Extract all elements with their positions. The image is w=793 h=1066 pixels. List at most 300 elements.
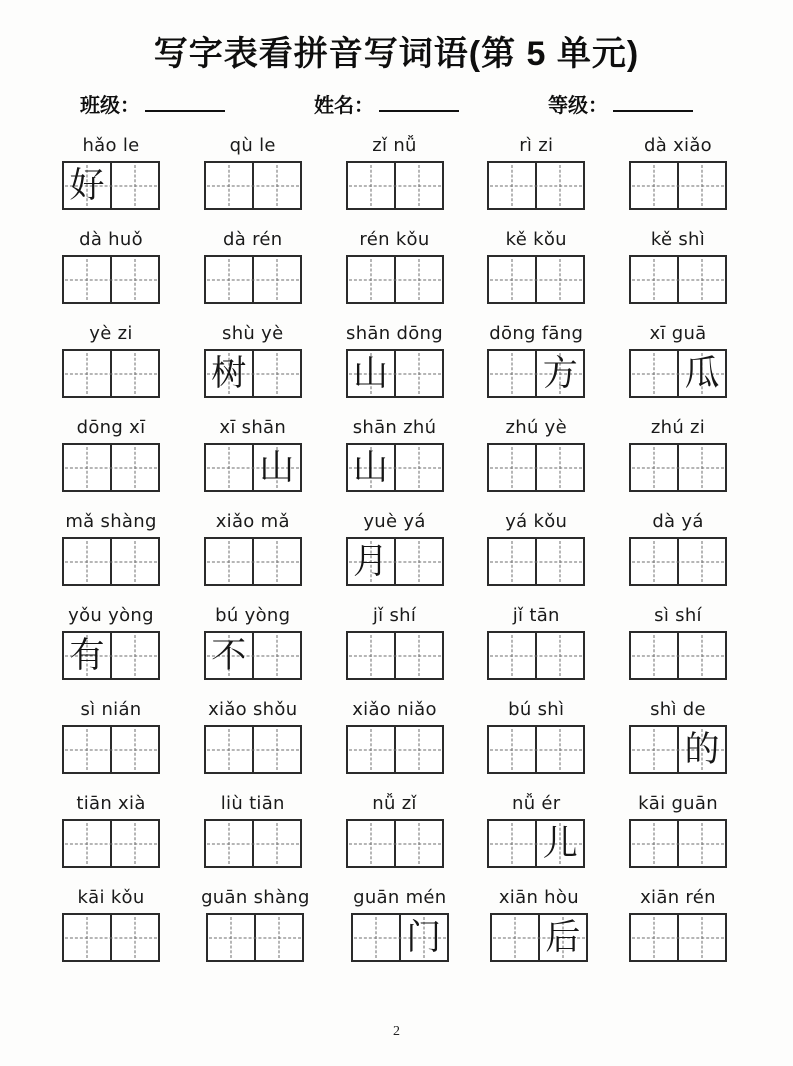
class-field-blank	[145, 91, 225, 112]
prefilled-character	[353, 915, 399, 960]
prefilled-character	[206, 163, 252, 208]
writing-cell-left	[631, 633, 677, 678]
writing-cell-right	[252, 633, 300, 678]
pinyin-label: zhú zi	[650, 417, 706, 438]
writing-cell-left	[348, 633, 394, 678]
page-title: 写字表看拼音写词语(第 5 单元)	[153, 35, 640, 73]
prefilled-character	[489, 539, 535, 584]
writing-cell-right	[394, 257, 442, 302]
writing-cell-right	[677, 539, 725, 584]
worksheet-row	[62, 792, 727, 868]
word-item	[346, 792, 444, 868]
prefilled-character	[489, 445, 535, 490]
pinyin-label: rén kǒu	[359, 229, 430, 250]
writing-box	[629, 349, 727, 398]
writing-cell-left	[489, 821, 535, 866]
writing-cell-right	[110, 351, 158, 396]
word-item	[629, 886, 727, 962]
writing-box	[629, 161, 727, 210]
prefilled-character	[489, 821, 535, 866]
prefilled-character	[112, 821, 158, 866]
word-item	[346, 134, 444, 210]
prefilled-character	[631, 727, 677, 772]
writing-box	[204, 631, 302, 680]
writing-cell-left	[208, 915, 254, 960]
writing-cell-right	[399, 915, 447, 960]
pinyin-label: kě shì	[650, 229, 706, 250]
worksheet-row	[62, 416, 727, 492]
writing-cell-right	[677, 915, 725, 960]
writing-cell-right	[254, 915, 302, 960]
prefilled-character	[254, 633, 300, 678]
word-item	[62, 322, 160, 398]
writing-cell-right	[394, 445, 442, 490]
writing-box	[487, 349, 585, 398]
pinyin-label: shān zhú	[352, 417, 437, 438]
writing-cell-left	[348, 539, 394, 584]
writing-box	[487, 537, 585, 586]
writing-cell-right	[677, 727, 725, 772]
word-item	[62, 886, 160, 962]
prefilled-character	[631, 539, 677, 584]
prefilled-character	[537, 633, 583, 678]
word-item	[490, 886, 588, 962]
writing-cell-left	[206, 633, 252, 678]
writing-box	[62, 537, 160, 586]
writing-box	[346, 349, 444, 398]
word-item	[204, 416, 302, 492]
name-field-blank	[379, 91, 459, 112]
writing-cell-left	[64, 727, 110, 772]
writing-cell-left	[489, 727, 535, 772]
pinyin-label: dà huǒ	[79, 229, 143, 250]
worksheet-row	[62, 886, 727, 962]
pinyin-label: sì nián	[80, 699, 142, 720]
word-item	[346, 510, 444, 586]
writing-box	[629, 537, 727, 586]
writing-cell-right	[535, 257, 583, 302]
pinyin-label: xī shān	[219, 417, 287, 438]
pinyin-label: yuè yá	[363, 511, 426, 532]
writing-cell-left	[206, 727, 252, 772]
pinyin-label: shì de	[650, 699, 706, 720]
pinyin-label: tiān xià	[76, 793, 146, 814]
writing-cell-right	[535, 821, 583, 866]
prefilled-character	[64, 351, 110, 396]
prefilled-character: 儿	[542, 824, 578, 863]
word-item	[204, 604, 302, 680]
pinyin-label: jǐ tān	[512, 605, 560, 626]
writing-box	[204, 819, 302, 868]
writing-cell-right	[677, 633, 725, 678]
writing-box	[487, 819, 585, 868]
word-item	[629, 134, 727, 210]
writing-box	[629, 631, 727, 680]
writing-box	[487, 631, 585, 680]
word-item	[629, 698, 727, 774]
writing-box	[204, 255, 302, 304]
writing-cell-left	[631, 727, 677, 772]
word-item	[487, 416, 585, 492]
prefilled-character: 的	[684, 730, 720, 769]
pinyin-label: kāi guān	[638, 793, 718, 814]
prefilled-character	[489, 257, 535, 302]
pinyin-label: shān dōng	[346, 323, 443, 344]
prefilled-character	[64, 539, 110, 584]
writing-cell-right	[252, 257, 300, 302]
prefilled-character	[206, 821, 252, 866]
writing-cell-left	[492, 915, 538, 960]
prefilled-character	[396, 163, 442, 208]
writing-box	[206, 913, 304, 962]
writing-cell-left	[348, 821, 394, 866]
word-item	[629, 792, 727, 868]
writing-cell-right	[252, 727, 300, 772]
word-item	[62, 698, 160, 774]
writing-cell-left	[348, 351, 394, 396]
prefilled-character	[254, 163, 300, 208]
writing-cell-right	[110, 539, 158, 584]
prefilled-character	[254, 821, 300, 866]
pinyin-label: yǒu yòng	[68, 605, 154, 626]
worksheet-row	[62, 322, 727, 398]
writing-cell-left	[489, 257, 535, 302]
writing-box	[346, 255, 444, 304]
writing-box	[487, 161, 585, 210]
writing-cell-right	[110, 821, 158, 866]
pinyin-label: guān shàng	[201, 887, 310, 908]
writing-cell-left	[206, 257, 252, 302]
writing-cell-right	[252, 821, 300, 866]
pinyin-label: xiǎo mǎ	[215, 511, 290, 532]
word-item	[629, 510, 727, 586]
writing-cell-right	[110, 257, 158, 302]
word-item	[487, 792, 585, 868]
word-item	[487, 322, 585, 398]
prefilled-character	[396, 539, 442, 584]
writing-box	[204, 443, 302, 492]
writing-cell-right	[252, 351, 300, 396]
writing-box	[62, 255, 160, 304]
writing-cell-right	[394, 351, 442, 396]
writing-cell-left	[631, 351, 677, 396]
word-item	[204, 322, 302, 398]
writing-cell-right	[535, 539, 583, 584]
writing-box	[346, 725, 444, 774]
pinyin-label: liù tiān	[220, 793, 285, 814]
prefilled-character	[679, 821, 725, 866]
writing-cell-left	[348, 257, 394, 302]
writing-cell-right	[394, 163, 442, 208]
writing-cell-right	[535, 351, 583, 396]
pinyin-label: hǎo le	[82, 135, 140, 156]
prefilled-character	[112, 915, 158, 960]
prefilled-character	[112, 633, 158, 678]
word-item	[487, 228, 585, 304]
prefilled-character	[396, 633, 442, 678]
prefilled-character	[631, 915, 677, 960]
pinyin-label: zǐ nǚ	[372, 135, 417, 156]
prefilled-character: 山	[352, 354, 388, 393]
writing-cell-left	[64, 821, 110, 866]
pinyin-label: kāi kǒu	[77, 887, 145, 908]
writing-box	[62, 913, 160, 962]
prefilled-character	[348, 727, 394, 772]
pinyin-label: bú shì	[508, 699, 565, 720]
pinyin-label: qù le	[229, 135, 276, 156]
prefilled-character	[537, 257, 583, 302]
word-item	[351, 886, 449, 962]
writing-cell-right	[252, 445, 300, 490]
prefilled-character: 好	[69, 166, 105, 205]
prefilled-character	[254, 539, 300, 584]
prefilled-character	[64, 445, 110, 490]
writing-box	[629, 725, 727, 774]
pinyin-label: nǚ ér	[511, 793, 561, 814]
pinyin-label: jǐ shí	[372, 605, 417, 626]
writing-box	[487, 255, 585, 304]
writing-cell-left	[489, 445, 535, 490]
word-item	[346, 416, 444, 492]
pinyin-label: dà rén	[223, 229, 283, 250]
prefilled-character	[206, 727, 252, 772]
page-number: 2	[393, 1024, 400, 1039]
word-item	[487, 604, 585, 680]
word-item	[62, 792, 160, 868]
word-item	[62, 134, 160, 210]
name-field	[314, 89, 459, 118]
prefilled-character	[492, 915, 538, 960]
word-item	[629, 604, 727, 680]
prefilled-character: 山	[259, 448, 295, 487]
writing-cell-left	[64, 633, 110, 678]
word-item	[204, 698, 302, 774]
prefilled-character	[206, 539, 252, 584]
writing-box	[62, 725, 160, 774]
prefilled-character	[112, 163, 158, 208]
grade-field	[548, 89, 693, 118]
writing-cell-left	[348, 445, 394, 490]
writing-cell-right	[677, 821, 725, 866]
pinyin-label: nǚ zǐ	[372, 793, 417, 814]
word-item	[346, 228, 444, 304]
word-item	[62, 228, 160, 304]
prefilled-character	[112, 445, 158, 490]
writing-cell-left	[631, 915, 677, 960]
prefilled-character	[489, 351, 535, 396]
writing-cell-left	[206, 163, 252, 208]
writing-cell-right	[110, 633, 158, 678]
prefilled-character	[64, 727, 110, 772]
writing-cell-right	[394, 633, 442, 678]
prefilled-character	[396, 445, 442, 490]
prefilled-character	[679, 915, 725, 960]
word-item	[62, 510, 160, 586]
writing-box	[629, 819, 727, 868]
writing-cell-right	[110, 445, 158, 490]
grade-field-label: 等级：	[548, 95, 608, 117]
writing-box	[351, 913, 449, 962]
writing-cell-right	[535, 163, 583, 208]
writing-cell-left	[348, 727, 394, 772]
prefilled-character	[112, 351, 158, 396]
prefilled-character	[112, 257, 158, 302]
class-field	[80, 89, 225, 118]
writing-cell-right	[394, 727, 442, 772]
prefilled-character: 山	[352, 448, 388, 487]
prefilled-character	[489, 727, 535, 772]
writing-box	[204, 349, 302, 398]
writing-cell-right	[110, 163, 158, 208]
writing-cell-left	[348, 163, 394, 208]
prefilled-character	[206, 445, 252, 490]
word-item	[629, 416, 727, 492]
writing-cell-left	[631, 821, 677, 866]
pinyin-label: shù yè	[222, 323, 284, 344]
pinyin-label: zhú yè	[505, 417, 567, 438]
writing-box	[62, 819, 160, 868]
writing-cell-left	[353, 915, 399, 960]
writing-box	[629, 443, 727, 492]
prefilled-character: 后	[545, 918, 581, 957]
prefilled-character	[537, 539, 583, 584]
writing-box	[346, 443, 444, 492]
prefilled-character	[489, 633, 535, 678]
prefilled-character	[256, 915, 302, 960]
prefilled-character	[254, 727, 300, 772]
prefilled-character	[254, 351, 300, 396]
name-field-label: 姓名：	[314, 95, 374, 117]
pinyin-label: xiǎo shǒu	[208, 699, 298, 720]
writing-box	[204, 161, 302, 210]
worksheet-row	[62, 698, 727, 774]
prefilled-character	[631, 445, 677, 490]
writing-cell-right	[252, 539, 300, 584]
prefilled-character	[679, 539, 725, 584]
pinyin-label: dà xiǎo	[644, 135, 712, 156]
writing-box	[629, 913, 727, 962]
writing-cell-left	[64, 257, 110, 302]
prefilled-character	[631, 633, 677, 678]
writing-cell-right	[394, 539, 442, 584]
writing-cell-left	[631, 539, 677, 584]
pinyin-label: dōng xī	[76, 417, 146, 438]
header-fields	[80, 89, 693, 118]
writing-cell-left	[631, 257, 677, 302]
pinyin-label: yè zi	[89, 323, 133, 344]
pinyin-label: yá kǒu	[505, 511, 568, 532]
prefilled-character	[254, 257, 300, 302]
pinyin-label: bú yòng	[215, 605, 291, 626]
prefilled-character	[64, 257, 110, 302]
writing-cell-left	[206, 445, 252, 490]
pinyin-label: rì zi	[519, 135, 554, 156]
writing-cell-right	[110, 727, 158, 772]
word-item	[204, 792, 302, 868]
writing-cell-left	[206, 351, 252, 396]
prefilled-character	[64, 821, 110, 866]
prefilled-character	[631, 821, 677, 866]
writing-cell-right	[252, 163, 300, 208]
writing-cell-right	[677, 163, 725, 208]
writing-cell-right	[110, 915, 158, 960]
writing-cell-left	[631, 445, 677, 490]
prefilled-character: 方	[542, 354, 578, 393]
grade-field-blank	[613, 91, 693, 112]
writing-cell-right	[535, 633, 583, 678]
writing-cell-left	[489, 539, 535, 584]
writing-cell-right	[535, 727, 583, 772]
prefilled-character	[679, 163, 725, 208]
writing-box	[204, 537, 302, 586]
pinyin-label: kě kǒu	[505, 229, 567, 250]
writing-cell-right	[677, 445, 725, 490]
writing-box	[487, 725, 585, 774]
writing-cell-left	[206, 821, 252, 866]
writing-cell-left	[64, 351, 110, 396]
writing-cell-left	[64, 163, 110, 208]
prefilled-character	[537, 445, 583, 490]
word-item	[346, 322, 444, 398]
prefilled-character	[208, 915, 254, 960]
worksheet-grid	[62, 134, 727, 962]
word-item	[629, 322, 727, 398]
pinyin-label: xiān hòu	[498, 887, 579, 908]
word-item	[204, 510, 302, 586]
word-item	[487, 134, 585, 210]
writing-cell-right	[535, 445, 583, 490]
writing-box	[346, 537, 444, 586]
writing-box	[62, 349, 160, 398]
prefilled-character	[112, 539, 158, 584]
pinyin-label: dà yá	[652, 511, 704, 532]
prefilled-character	[631, 257, 677, 302]
prefilled-character: 不	[211, 636, 247, 675]
writing-cell-left	[64, 445, 110, 490]
writing-cell-left	[206, 539, 252, 584]
prefilled-character: 树	[211, 354, 247, 393]
prefilled-character	[396, 257, 442, 302]
prefilled-character	[679, 257, 725, 302]
writing-box	[490, 913, 588, 962]
word-item	[204, 134, 302, 210]
pinyin-label: xī guā	[649, 323, 707, 344]
writing-cell-left	[489, 351, 535, 396]
prefilled-character	[631, 351, 677, 396]
worksheet-row	[62, 510, 727, 586]
writing-cell-left	[489, 163, 535, 208]
prefilled-character: 门	[406, 918, 442, 957]
prefilled-character	[348, 633, 394, 678]
pinyin-label: xiān rén	[640, 887, 716, 908]
word-item	[62, 416, 160, 492]
word-item	[487, 510, 585, 586]
writing-cell-left	[64, 915, 110, 960]
prefilled-character	[489, 163, 535, 208]
writing-box	[346, 631, 444, 680]
worksheet-row	[62, 134, 727, 210]
pinyin-label: xiǎo niǎo	[352, 699, 437, 720]
writing-box	[346, 161, 444, 210]
prefilled-character: 月	[352, 542, 388, 581]
prefilled-character: 有	[69, 636, 105, 675]
word-item	[201, 886, 310, 962]
prefilled-character	[679, 445, 725, 490]
pinyin-label: sì shí	[654, 605, 702, 626]
prefilled-character	[679, 633, 725, 678]
writing-box	[62, 443, 160, 492]
prefilled-character	[396, 727, 442, 772]
